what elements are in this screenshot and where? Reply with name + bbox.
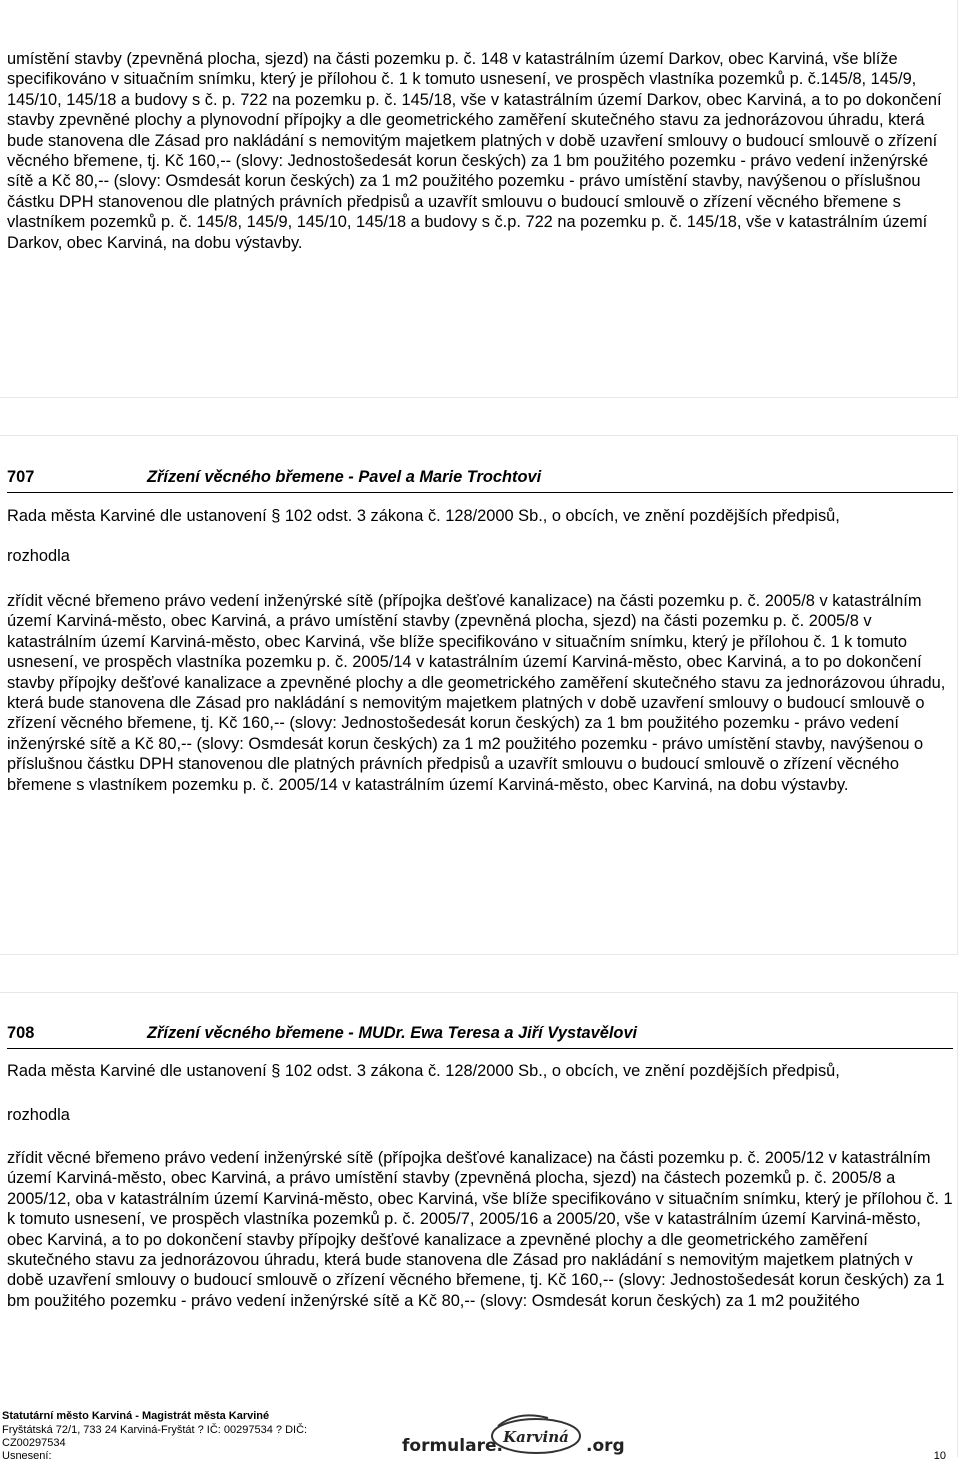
- decision-label: rozhodla: [7, 1106, 70, 1124]
- legal-basis: Rada města Karviné dle ustanovení § 102 odst. 3 zákona č. 128/2000 Sb., o obcích, ve znění pozdějších předpisů,: [7, 507, 840, 525]
- heading-divider: [7, 1048, 953, 1049]
- footer-usneseni: Usnesení:: [2, 1450, 52, 1462]
- resolution-heading: [7, 467, 953, 491]
- logo-right-text: .org: [586, 1436, 625, 1456]
- resolution-number: 707: [7, 468, 35, 486]
- resolution-text: zřídit věcné břemeno právo vedení inženýrské sítě (přípojka dešťové kanalizace) na části pozemku p. č. 2005/8 v katastrálním území Karviná-město, obec Karviná, a právo umístění stavby (zpevněná plocha, sjezd) na části pozemku p. č. 2005/8 v katastrálním území Karviná-město, obec Karviná, vše blíže specifikováno v situačním snímku, který je přílohou č. 1 k tomuto usnesení, ve prospěch vlastníka pozemku p. č. 2005/14 v katastrálním území Karviná-město, obec Karviná, a to po dokončení stavby přípojky dešťové kanalizace a zpevněné plochy a dle geometrického zaměření skutečného stavu za jednorázovou úhradu, která bude stanovena dle Zásad pro nakládání s nemovitým majetkem platných v době uzavření smlouvy o budoucí smlouvě o zřízení věcného břemene, tj. Kč 160,-- (slovy: Jednostošedesát korun českých) za 1 bm použitého pozemku - právo vedení inženýrské sítě a Kč 80,-- (slovy: Osmdesát korun českých) za 1 m2 použitého pozemku - právo umístění stavby, navýšenou o příslušnou částku DPH stanovenou dle platných právních předpisů a uzavřít smlouvu o budoucí smlouvě o zřízení věcného břemene s vlastníkem pozemku p. č. 2005/14 v katastrálním území Karviná-město, obec Karviná, na dobu výstavby.: [7, 592, 946, 794]
- resolution-text: zřídit věcné břemeno právo vedení inženýrské sítě (přípojka dešťové kanalizace) na části pozemku p. č. 2005/12 v katastrálním území Karviná-město, obec Karviná, a právo umístění stavby (zpevněná plocha, sjezd) na částech pozemků p. č. 2005/8 a 2005/12, oba v katastrálním území Karviná-město, obec Karviná, vše blíže specifikováno v situačním snímku, který je přílohou č. 1 k tomuto usnesení, ve prospěch vlastníka pozemků p. č. 2005/7, 2005/16 a 2005/20, vše v katastrálním území Karviná-město, obec Karviná, a to po dokončení stavby přípojky dešťové kanalizace a zpevněné plochy a dle geometrického zaměření skutečného stavu za jednorázovou úhradu, která bude stanovena dle Zásad pro nakládání s nemovitým majetkem platných v době uzavření smlouvy o budoucí smlouvě o zřízení věcného břemene, tj. Kč 160,-- (slovy: Jednostošedesát korun českých) za 1 bm použitého pozemku - právo vedení inženýrské sítě a Kč 80,-- (slovy: Osmdesát korun českých) za 1 m2 použitého: [7, 1149, 953, 1310]
- resolution-block-708: [0, 992, 958, 1457]
- footer-address: Fryštátská 72/1, 733 24 Karviná-Fryštát ? IČ: 00297534 ? DIČ:: [2, 1424, 308, 1436]
- resolution-title: Zřízení věcného břemene - MUDr. Ewa Teresa a Jiří Vystavělovi: [147, 1024, 638, 1042]
- resolution-title: Zřízení věcného břemene - Pavel a Marie Trochtovi: [147, 468, 542, 486]
- logo-emblem-icon: [488, 1412, 584, 1456]
- decision-label: rozhodla: [7, 547, 70, 565]
- logo-left-text: formulare.: [402, 1436, 503, 1456]
- page-footer: [0, 1408, 960, 1462]
- footer-org: Statutární město Karviná - Magistrát města Karviné: [2, 1410, 270, 1422]
- logo-mid-text: Karviná: [503, 1428, 569, 1446]
- legal-basis: Rada města Karviné dle ustanovení § 102 odst. 3 zákona č. 128/2000 Sb., o obcích, ve znění pozdějších předpisů,: [7, 1062, 840, 1080]
- formulare-karvina-logo: [400, 1412, 625, 1457]
- resolution-block-707: [0, 435, 958, 955]
- footer-dic: CZ00297534: [2, 1437, 66, 1449]
- resolution-block-continued: [0, 0, 958, 398]
- heading-divider: [7, 492, 953, 493]
- page-number: 10: [933, 1450, 946, 1462]
- resolution-heading: [7, 1023, 953, 1047]
- resolution-number: 708: [7, 1024, 35, 1042]
- resolution-text: umístění stavby (zpevněná plocha, sjezd) na části pozemku p. č. 148 v katastrálním území Darkov, obec Karviná, vše blíže specifikováno v situačním snímku, který je přílohou č. 1 k tomuto usnesení, ve prospěch vlastníka pozemků p. č.145/8, 145/9, 145/10, 145/18 a budovy s č. p. 722 na pozemku p. č. 145/18, vše v katastrálním území Darkov, obec Karviná, a to po dokončení stavby zpevněné plochy a plynovodní přípojky a dle geometrického zaměření skutečného stavu za jednorázovou úhradu, která bude stanovena dle Zásad pro nakládání s nemovitým majetkem platných v době uzavření smlouvy o budoucí smlouvě o zřízení věcného břemene, tj. Kč 160,-- (slovy: Jednostošedesát korun českých) za 1 bm použitého pozemku - právo vedení inženýrské sítě a Kč 80,-- (slovy: Osmdesát korun českých) za 1 m2 použitého pozemku - právo umístění stavby, navýšenou o příslušnou částku DPH stanovenou dle platných právních předpisů a uzavřít smlouvu o budoucí smlouvě o zřízení věcného břemene s vlastníkem pozemků p. č. 145/8, 145/9, 145/10, 145/18 a budovy s č.p. 722 na pozemku p. č. 145/18, vše v katastrálním území Darkov, obec Karviná, na dobu výstavby.: [7, 50, 942, 252]
